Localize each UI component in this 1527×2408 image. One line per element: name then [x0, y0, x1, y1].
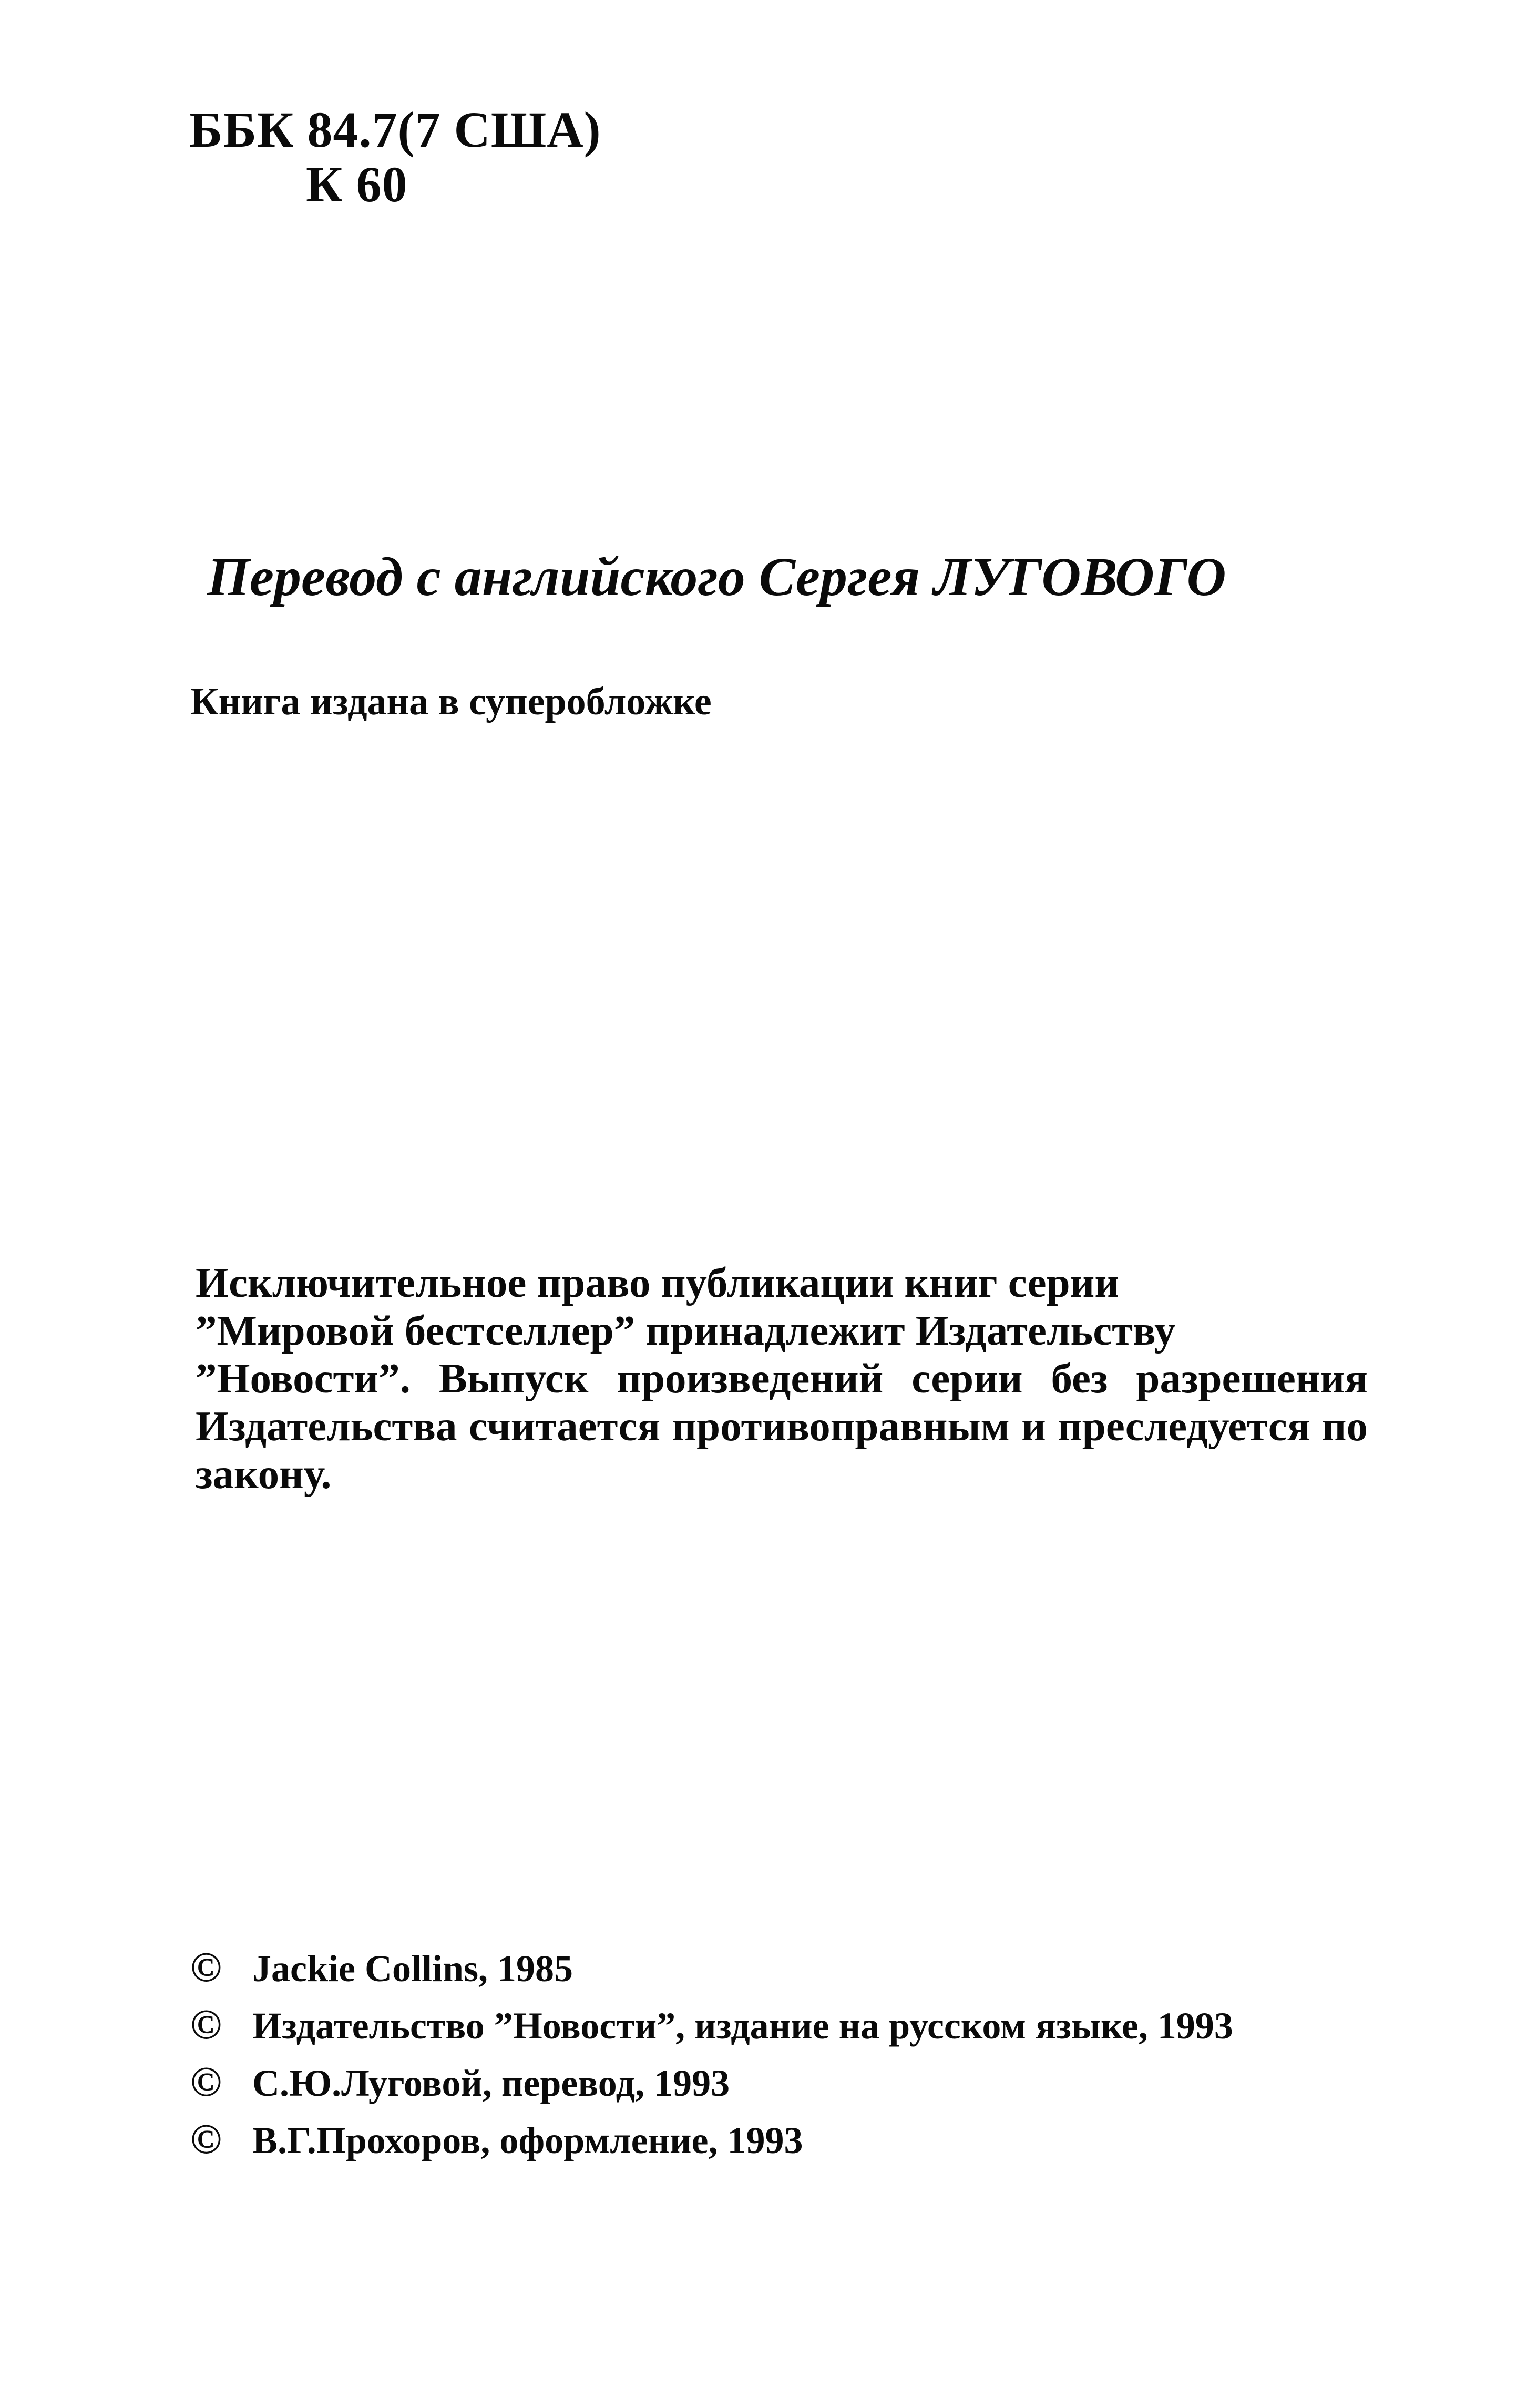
rights-line-5: закону.	[196, 1450, 332, 1498]
cover-note: Книга издана в суперобложке	[190, 680, 712, 723]
rights-line-2: ”Мировой бестселлер” принадлежит Издательству	[196, 1307, 1176, 1354]
copyright-row	[190, 2054, 1233, 2112]
rights-line-3: ”Новости”. Выпуск произведений серии без разрешения	[196, 1355, 1368, 1402]
classification-block	[189, 103, 601, 212]
copyright-text: Издательство ”Новости”, издание на русском языке, 1993	[252, 2005, 1233, 2047]
copyright-list	[190, 1940, 1233, 2169]
translator-note: Перевод с английского Сергея ЛУГОВОГО	[207, 547, 1226, 607]
copyright-row	[190, 2112, 1233, 2169]
author-mark: К 60	[306, 156, 408, 212]
bbk-code: ББК 84.7(7 США)	[189, 101, 601, 158]
copyright-text: Jackie Collins, 1985	[252, 1948, 573, 1990]
rights-notice	[196, 1259, 1368, 1498]
copyright-icon: ©	[190, 2116, 222, 2163]
rights-line-1: Исключительное право публикации книг серии	[196, 1259, 1120, 1306]
copyright-icon: ©	[190, 2002, 222, 2048]
copyright-text: С.Ю.Луговой, перевод, 1993	[252, 2062, 730, 2104]
copyright-icon: ©	[190, 1944, 222, 1991]
copyright-row	[190, 1997, 1233, 2054]
copyright-icon: ©	[190, 2059, 222, 2105]
copyright-row	[190, 1940, 1233, 1997]
copyright-text: В.Г.Прохоров, оформление, 1993	[252, 2119, 803, 2161]
rights-line-4: Издательства считается противоправным и преследуется по	[196, 1402, 1368, 1450]
